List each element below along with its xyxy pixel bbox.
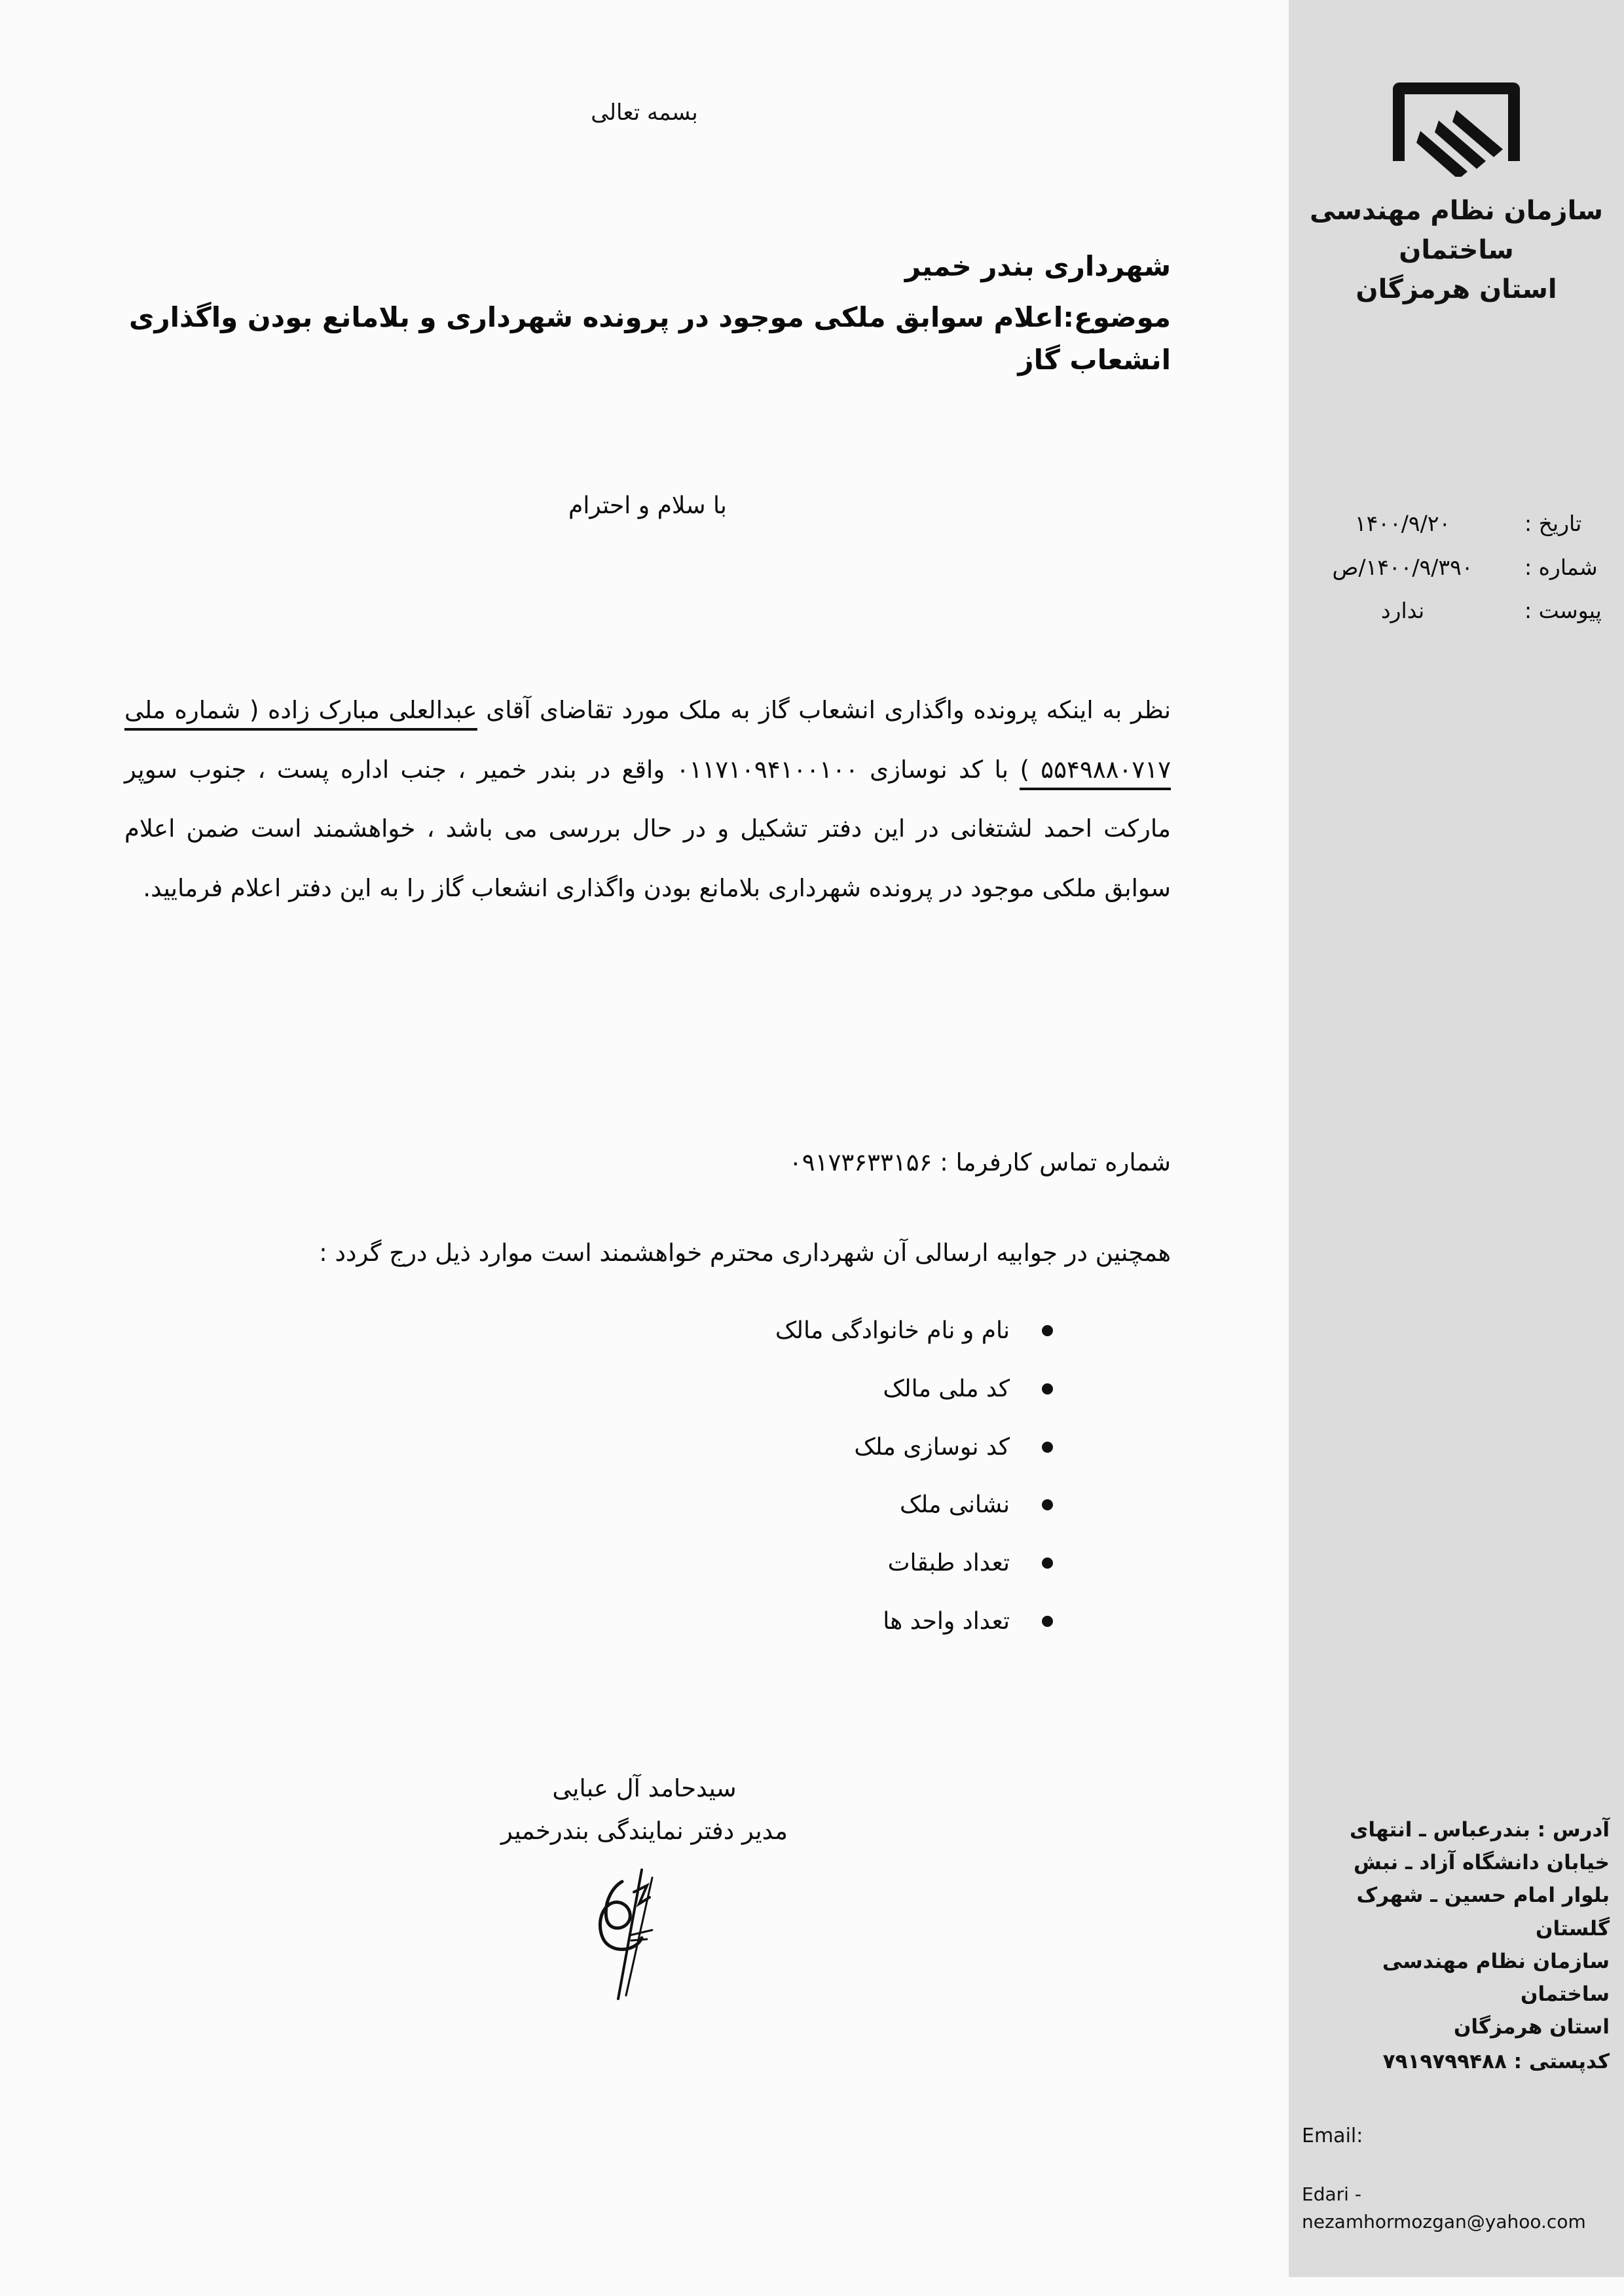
- bullet-icon: [1042, 1383, 1053, 1394]
- requirements-intro-line: همچنین در جوابیه ارسالی آن شهرداری محترم خواهشمند است موارد ذیل درج گردد :: [319, 1239, 1171, 1267]
- footer-email: [1302, 2121, 1610, 2236]
- address-line-6: استان هرمزگان: [1453, 2015, 1610, 2039]
- email-label: Email:: [1302, 2124, 1363, 2147]
- letter-metadata: [1297, 509, 1611, 640]
- list-item-label: کد نوسازی ملک: [854, 1433, 1010, 1461]
- date-label: تاریخ :: [1524, 511, 1582, 536]
- signer-name: سیدحامد آل عبایی: [552, 1774, 737, 1802]
- address-line-1: آدرس : بندرعباس ـ انتهای: [1349, 1818, 1610, 1842]
- address-line-2: خیابان دانشگاه آزاد ـ نبش: [1354, 1851, 1610, 1875]
- list-item: [124, 1316, 1053, 1347]
- list-item: [124, 1374, 1053, 1405]
- bullet-icon: [1042, 1325, 1053, 1336]
- bullet-icon: [1042, 1442, 1053, 1453]
- footer-address: [1302, 1813, 1610, 2078]
- organization-logo: [1289, 72, 1624, 309]
- building-outline-logo-icon: [1388, 72, 1525, 177]
- bullet-icon: [1042, 1558, 1053, 1569]
- letterhead-sidebar: [1289, 0, 1624, 2277]
- org-name-line-1: سازمان نظام مهندسی ساختمان: [1310, 196, 1603, 265]
- letter-paragraph: [124, 681, 1171, 921]
- list-item: [124, 1432, 1053, 1463]
- list-item-label: نشانی ملک: [900, 1491, 1010, 1519]
- attachment-label: پیوست :: [1524, 598, 1602, 624]
- email-address[interactable]: Edari - nezamhormozgan@yahoo.com: [1302, 2183, 1586, 2232]
- address-line-4: گلستان: [1536, 1916, 1610, 1941]
- postal-code: کدپستی : ۷۹۱۹۷۹۹۴۸۸: [1382, 2049, 1610, 2073]
- address-line-3: بلوار امام حسین ـ شهرک: [1356, 1884, 1610, 1908]
- number-label: شماره :: [1524, 554, 1598, 580]
- signer-title: مدیر دفتر نمایندگی بندرخمیر: [501, 1816, 788, 1845]
- metadata-row-attachment: [1297, 596, 1611, 626]
- owner-identity-underlined: عبدالعلی مبارک زاده ( شماره ملی ۵۵۴۹۸۸۰۷۱۷ ): [124, 696, 1171, 790]
- signature-block: [0, 1768, 1289, 2009]
- basmala-text: بسمه تعالی: [591, 100, 698, 126]
- attachment-value: ندارد: [1380, 598, 1425, 624]
- body-part-two: با کد نوسازی ۰۱۱۷۱۰۹۴۱۰۰۱۰۰ واقع در بندر خمیر ، جنب اداره پست ، جنوب سوپر مارکت احمد لشتغانی در این دفتر تشکیل و در حال بررسی می باشد ، خواهشمند است ضمن اعلام سوابق ملکی موجود در پرونده شهرداری بلامانع بودن واگذاری انشعاب گاز را به این دفتر اعلام فرمایید.: [124, 755, 1171, 902]
- metadata-row-number: [1297, 553, 1611, 583]
- list-item: [124, 1490, 1053, 1521]
- org-name-line-2: استان هرمزگان: [1356, 274, 1557, 304]
- body-part-one: نظر به اینکه پرونده واگذاری انشعاب گاز به ملک مورد تقاضای آقای: [486, 696, 1172, 724]
- organization-name: [1289, 191, 1624, 309]
- requirements-list: [124, 1316, 1053, 1665]
- list-item-label: کد ملی مالک: [883, 1375, 1010, 1402]
- address-line-5: سازمان نظام مهندسی ساختمان: [1382, 1949, 1610, 2007]
- list-item-label: نام و نام خانوادگی مالک: [775, 1317, 1010, 1344]
- date-value: ۱۴۰۰/۹/۲۰: [1354, 511, 1451, 536]
- number-value: ۱۴۰۰/۹/۳۹۰/ص: [1332, 554, 1473, 580]
- greeting-line: با سلام و احترام: [568, 492, 727, 519]
- metadata-row-date: [1297, 509, 1611, 539]
- subject-line: موضوع:اعلام سوابق ملکی موجود در پرونده شهرداری و بلامانع بودن واگذاری انشعاب گاز: [128, 301, 1171, 376]
- list-item-label: تعداد واحد ها: [883, 1607, 1010, 1635]
- employer-phone-line: شماره تماس کارفرما : ۰۹۱۷۳۶۳۳۱۵۶: [788, 1148, 1171, 1176]
- bullet-icon: [1042, 1616, 1053, 1627]
- bullet-icon: [1042, 1499, 1053, 1510]
- list-item: [124, 1548, 1053, 1579]
- handwritten-signature-icon: [579, 1858, 710, 2009]
- paragraph-text: [124, 681, 1171, 919]
- list-item-label: تعداد طبقات: [887, 1550, 1010, 1577]
- list-item: [124, 1607, 1053, 1637]
- recipient-line: شهرداری بندر خمیر: [904, 250, 1171, 282]
